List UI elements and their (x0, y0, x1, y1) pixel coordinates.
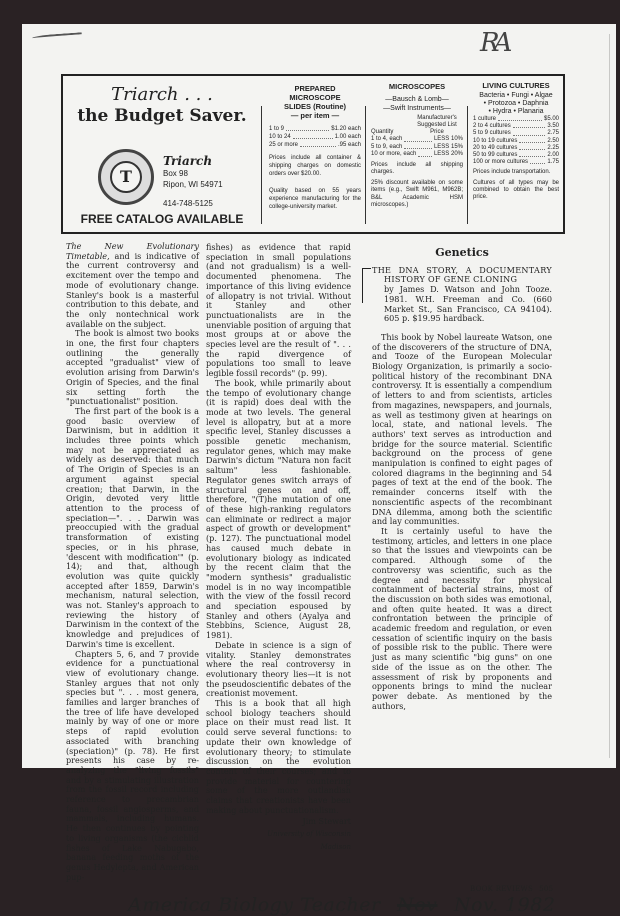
handwritten-source: America Biology Teacher (128, 894, 381, 916)
ad-brand-panel (63, 76, 261, 232)
price: LESS 10% (433, 136, 463, 142)
col-list-price: Manufacturer's Suggested List Price (417, 115, 457, 135)
affiliation-line1: University of Wisconsin (267, 830, 351, 839)
handwritten-date: Nov. 1982 (453, 894, 556, 916)
review1-paragraph: This is a book that all high school biology teachers should place on their must read list. It could serve several functions: to update their own knowledge of evolutionary theory; to stimulate discussion on the evolution content of their courses; and to provide material for countering some of the more outlandish claims that creationists have been making about punctuationalism. (206, 698, 351, 815)
ad-address (163, 154, 223, 209)
qty: 1 to 9 (269, 126, 285, 132)
handwritten-initials: RA (480, 28, 507, 58)
microscope-price-row (371, 136, 463, 144)
culture-price-row (473, 123, 559, 130)
review1-paragraph: The book, while primarily about the tempo of evolutionary change (it is rapid) does deal with the mode at two levels. The general level is allopatry, but at a more specific level, Stanley discusses a possible genetic mechanism, regulator genes, which may make Darwin's dictum "Natura non facit saltum" less fashionable. Regulator genes switch arrays of structural genes on and off, therefore, "(T)he mutation of one of these high-ranking regulators can eliminate or redirect a major aspect of growth or development" (p. 127). The punctuational model has caused much debate in evolutionary biology as indicated by the recent claim that the "modern synthesis" gradualistic model is in no way incompatible with the view of the fossil record and speciation espoused by Stanley and others (Ayalya and Stebbins, Science, August 28, 1981). (206, 377, 351, 641)
price: .95 each (337, 142, 361, 148)
qty: 50 to 99 cultures (473, 152, 518, 159)
microscopes-heading: MICROSCOPES (388, 82, 446, 91)
review1-paragraph: Chapters 5, 6, and 7 provide evidence for a punctuational view of evolutionary change. Stanley argues that not only species but ". . . most genera, families and larger branches of the tree of life have developed mainly by way of one or more steps of rapid evolution associated with branching (speciation)" (p. 78). He first presents his case by re-analyzing the "living fossils" and by a stimulating illustration from the fossil record including reference to precambrian fauna, fossil angiosperms, and mammals, including humans. He then continues by pointing to living organisms (the cichlid fishes of Lake Nabugabo, banana feeding moths of the genus Hedylepta, and American pup- (66, 648, 199, 882)
slides-heading-1: PREPARED (294, 84, 336, 93)
slides-price-row (269, 125, 361, 133)
price: 2.00 (547, 152, 559, 159)
slides-price-row (269, 133, 361, 141)
triarch-advertisement (61, 74, 565, 234)
qty: 5 to 9, each (371, 143, 403, 150)
ad-divider (261, 106, 262, 224)
price: 2.50 (547, 137, 559, 144)
reviewer-name: Jim Stewart (302, 816, 351, 827)
slides-heading-2: MICROSCOPE (289, 93, 341, 102)
slides-heading-3: SLIDES (Routine) (283, 102, 347, 111)
reviewer-affiliation (206, 829, 351, 840)
handwritten-struck-word: Nov (397, 894, 438, 916)
qty: 100 or more cultures (473, 159, 529, 166)
ad-title-line1: Triarch . . . (111, 84, 213, 105)
book-citation (372, 266, 552, 324)
price: 2.25 (547, 144, 559, 151)
col-quantity: Quantity (371, 129, 394, 135)
ad-divider (467, 106, 468, 224)
price: 3.50 (547, 123, 559, 130)
book-details: by James D. Watson and John Tooze. 1981. W.H. Freeman and Co. (660 Market St., San Francisco, CA 94104). 605 p. $19.95 hardback. (384, 284, 552, 324)
slides-per-item: — per item — (290, 111, 340, 120)
book-title-italic: The New Evolutionary Timetable, (66, 241, 199, 261)
qty: 1 to 4, each (371, 136, 403, 142)
page-number: 505 (539, 885, 554, 894)
review2-column (372, 248, 552, 711)
slides-note-quality: Quality based on 55 years experience manufacturing for the college-university market. (269, 188, 361, 210)
handwritten-bracket-mark (362, 268, 371, 303)
organisms-line1: Bacteria • Fungi • Algae (479, 92, 553, 99)
address-line1: Box 98 (163, 169, 188, 178)
price: $5.00 (543, 116, 559, 122)
review2-paragraph: This book by Nobel laureate Watson, one of the discoverers of the structure of DNA, and Tooze of the European Molecular Biology Organization, is primarily a socio-political history of the recombinant DNA controversy. It is essentially a compendium of letters to and from scientists, articles from magazines, newspapers, and journals, as well as testimony given at hearings on local, state, and national levels. The authors' text serves as introduction and bridge for the source material. Scientific background on the process of gene manipulation is confined to eight pages of colored diagrams in the beginning and 54 pages of text at the end of the book. The remainder concerns itself with the nonscientific aspects of the recombinant DNA dilemma, among both the scientific and lay communities. (372, 331, 552, 527)
page-edge (609, 34, 610, 758)
phone-number: 414-748-5125 (163, 199, 213, 208)
reviewer-location (206, 842, 351, 853)
review1-column1 (66, 242, 199, 882)
brand-swift: —Swift Instruments— (383, 105, 451, 112)
brand-bausch-lomb: —Bausch & Lomb— (385, 96, 449, 103)
section-heading-genetics: Genetics (435, 246, 489, 259)
book-title: THE DNA STORY, A DOCUMENTARY HISTORY OF GENE CLONING (372, 264, 552, 285)
qty: 25 or more (269, 142, 299, 148)
review1-paragraph (66, 242, 199, 329)
review2-paragraph: It is certainly useful to have the testimony, articles, and letters in one place so that the issues and viewpoints can be compared. Although some of the controversy was scientific, such as the degree and necessity for physical containment of bacterial strains, most of the discussion on both sides was emotional, and often quite heated. It was a direct confrontation between the principle of academic freedom and regulation, or even cessation of scientific inquiry on the basis of possible risk to the public. There were just as many scientific "big guns" on one side of the issue as on the other. The assessment of risk by proponents and opponents brings to mind the nuclear power debate. As mentioned by the authors, (372, 525, 552, 711)
page-curl-mark (32, 32, 82, 40)
price: LESS 20% (433, 151, 463, 157)
ad-cultures-column (473, 81, 559, 201)
culture-price-row (473, 116, 559, 123)
price: 1.00 each (334, 134, 361, 140)
microscope-price-row (371, 151, 463, 159)
review1-paragraph: Debate in science is a sign of vitality. Stanley demonstrates where the real controversy in evolutionary theory lies—it is not the pseudoscientific debates of the creationist movement. (206, 639, 351, 699)
qty: 1 culture (473, 116, 497, 122)
handwritten-source-note (128, 894, 555, 916)
culture-price-row (473, 130, 559, 137)
review1-paragraph: fishes) as evidence that rapid speciation in small populations (and not gradualism) is a well-documented phenomena. The importance of this living evidence of allopatry is not trivial. Without it Stanley and other punctuationalists are in the unenviable position of arguing that most groups at or above the species level are the result of ". . . the rapid divergence of populations too small to leave legible fossil records" (p. 99). (206, 242, 351, 379)
microscopes-note-shipping: Prices include all shipping charges. (371, 161, 463, 175)
cultures-note-transport: Prices include transportation. (473, 169, 551, 176)
price: 2.75 (547, 130, 559, 137)
microscopes-note-discount: 25% discount available on some items (e.g., Swift M961, M962B; B&L Academic HSM microscopes.) (371, 179, 463, 208)
culture-price-row (473, 138, 559, 145)
organisms-line2: • Protozoa • Daphnia (483, 100, 549, 107)
ad-title-line2: the Budget Saver. (77, 106, 247, 126)
qty: 2 to 4 cultures (473, 123, 511, 130)
price: 1.75 (547, 159, 559, 166)
free-catalog-banner: FREE CATALOG AVAILABLE (80, 212, 244, 226)
page-footer (470, 885, 553, 893)
paragraph-text: and is indicative of the current controversy and excitement over the tempo and mode of evolutionary change. Stanley's book is a masterful contribution to this debate, and the only nontechnical work available on the subject. (66, 250, 199, 329)
ad-microscopes-column (371, 82, 463, 210)
footer-section: BOOK REVIEWS (470, 885, 534, 894)
qty: 5 to 9 cultures (473, 130, 511, 137)
culture-price-row (473, 159, 559, 166)
price: $1.20 each (331, 126, 361, 132)
qty: 10 to 19 cultures (473, 137, 518, 144)
address-line2: Ripon, WI 54971 (163, 180, 223, 189)
ad-divider (365, 106, 366, 224)
review1-paragraph: The first part of the book is a good basic overview of Darwinism, but in addition it includes three points which may not be appreciated as widely as deserved: that much of The Origin of Species is an argument against special creation; that Darwin, in the Origin, devoted very little attention to the process of speciation—". . . Darwin was preoccupied with the gradual transformation of existing species, or in his phrase, 'descent with modification'" (p. 14); and that, although evolution was quite quickly accepted after 1859, Darwin's mechanism, natural selection, was not. Stanley's approach to reviewing the history of Darwinism in the context of the knowledge and prejudices of Darwin's time is excellent. (66, 405, 199, 649)
qty: 10 or more, each (371, 151, 417, 157)
affiliation-line2: Madison (320, 842, 351, 851)
company-name: Triarch (163, 154, 213, 168)
culture-price-row (473, 145, 559, 152)
qty: 10 to 24 (269, 134, 291, 140)
slides-note-shipping: Prices include all container & shipping charges on domestic orders over $20.00. (269, 155, 361, 177)
cultures-heading: LIVING CULTURES (482, 81, 550, 90)
cultures-note-combine: Cultures of all types may be combined to obtain the best price. (473, 179, 559, 201)
culture-price-row (473, 152, 559, 159)
price: LESS 15% (433, 143, 463, 150)
microscope-price-row (371, 144, 463, 152)
review1-column2 (206, 243, 351, 853)
ad-slides-column (269, 84, 361, 211)
organisms-line3: • Hydra • Planaria (488, 108, 544, 115)
review1-paragraph: The book is almost two books in one, the first four chapters outlining the generally accepted "gradualist" view of evolution arising from Darwin's Origin of Species, and the final six setting forth the "punctuationalist" position. (66, 328, 199, 407)
qty: 20 to 49 cultures (473, 144, 518, 151)
logo-letter: T (110, 161, 142, 193)
triarch-logo-icon (98, 149, 154, 205)
slides-price-row (269, 141, 361, 149)
